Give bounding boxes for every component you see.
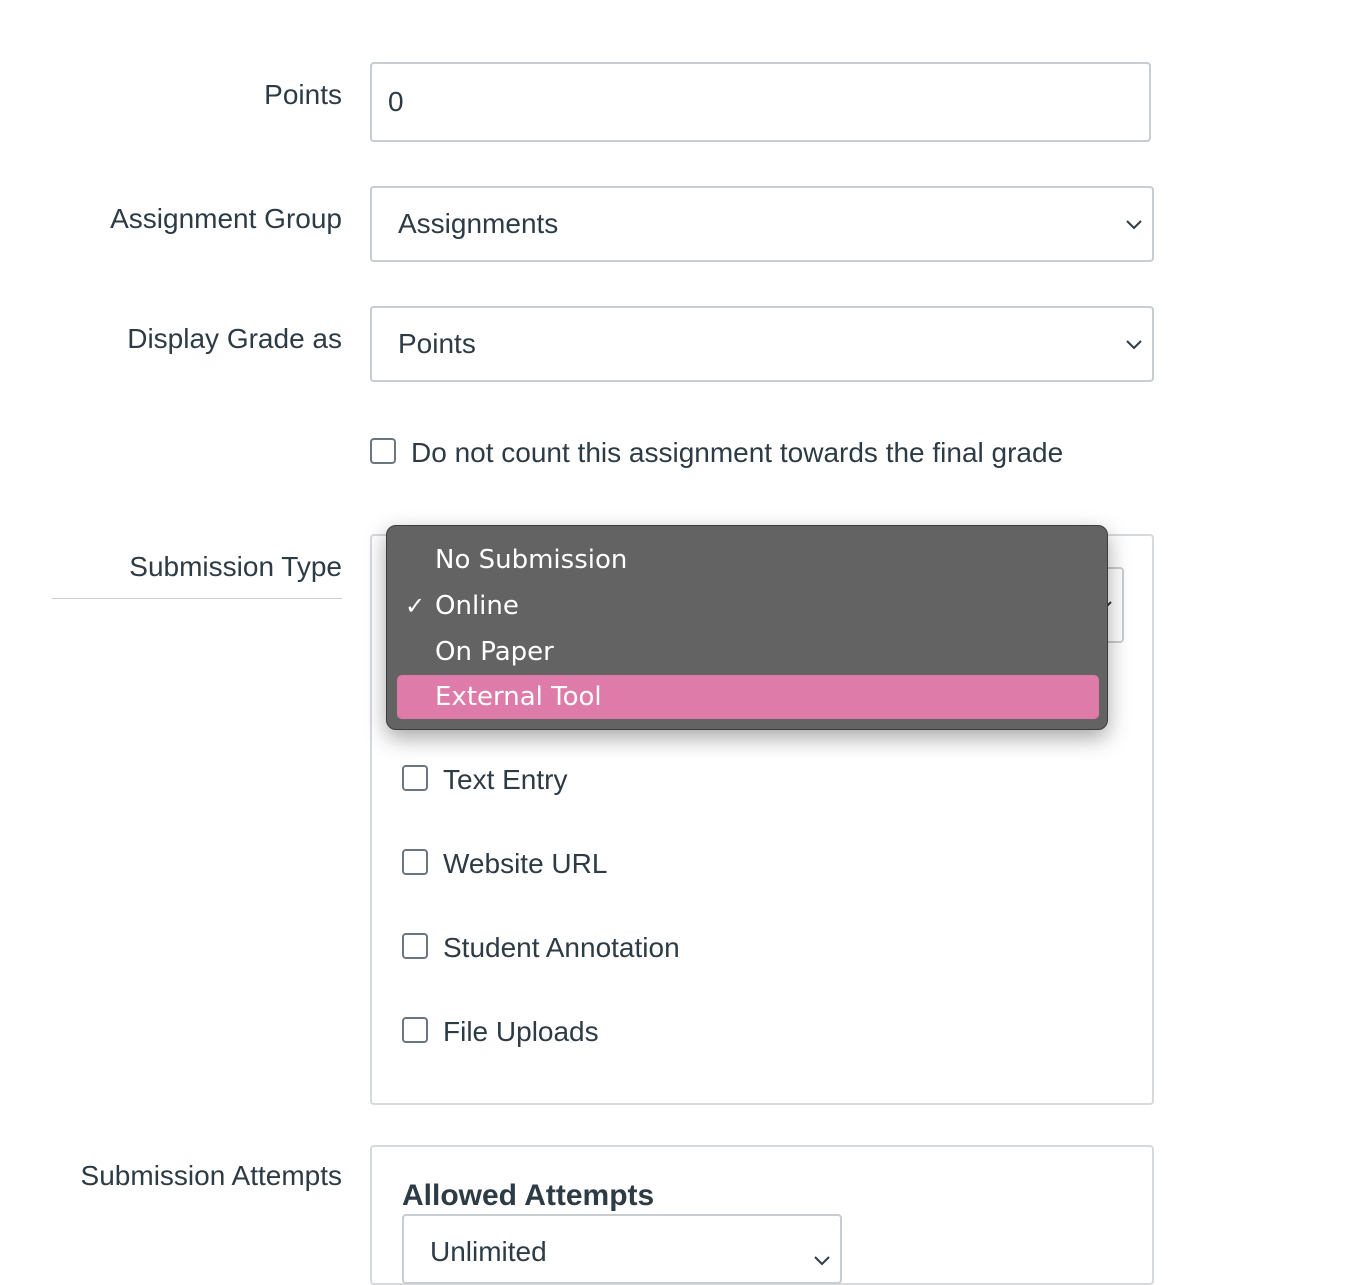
student-annotation-label: Student Annotation [443,932,680,963]
final-grade-checkbox[interactable] [370,438,396,464]
submission-attempts-label: Submission Attempts [80,1160,342,1191]
checkmark-icon: ✓ [405,592,426,620]
points-field[interactable] [370,62,1151,142]
chevron-down-icon [812,1250,832,1270]
option-online[interactable] [397,584,1099,628]
submission-attempts-panel [370,1145,1154,1285]
option-label: No Submission [435,545,628,575]
allowed-attempts-value: Unlimited [430,1236,547,1267]
assignment-group-label: Assignment Group [110,203,342,234]
points-label: Points [264,79,342,110]
points-input[interactable] [388,64,1133,140]
submission-type-dropdown-menu [386,525,1108,730]
final-grade-checkbox-label: Do not count this assignment towards the final grade [411,437,1064,468]
option-label: On Paper [435,637,554,667]
file-uploads-label: File Uploads [443,1016,599,1047]
display-grade-select[interactable] [370,306,1154,382]
submission-type-divider [52,598,342,599]
option-label: External Tool [435,682,602,712]
allowed-attempts-select[interactable] [402,1214,842,1284]
option-no-submission[interactable] [397,538,1099,582]
student-annotation-checkbox[interactable] [402,933,428,959]
display-grade-value: Points [398,328,476,359]
option-on-paper[interactable] [397,630,1099,674]
option-external-tool[interactable] [397,675,1099,719]
chevron-down-icon [1124,214,1144,234]
file-uploads-checkbox[interactable] [402,1017,428,1043]
website-url-checkbox[interactable] [402,849,428,875]
website-url-label: Website URL [443,848,608,879]
display-grade-label: Display Grade as [127,323,342,354]
option-label: Online [435,591,519,621]
text-entry-label: Text Entry [443,764,568,795]
text-entry-checkbox[interactable] [402,765,428,791]
allowed-attempts-heading: Allowed Attempts [402,1179,655,1212]
assignment-group-select[interactable] [370,186,1154,262]
assignment-group-value: Assignments [398,208,559,239]
submission-type-label: Submission Type [129,551,342,582]
chevron-down-icon [1124,334,1144,354]
